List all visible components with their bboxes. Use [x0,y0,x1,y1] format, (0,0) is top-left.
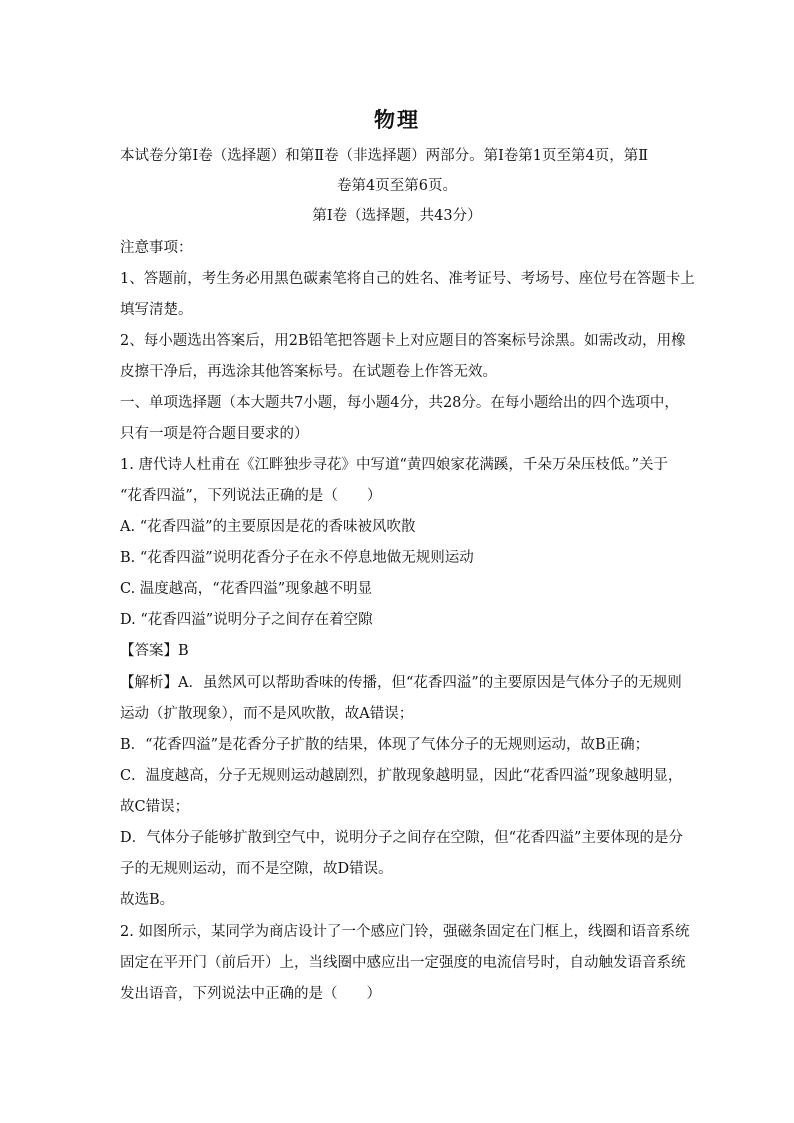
question-1-stem-line-1: 1. 唐代诗人杜甫在《江畔独步寻花》中写道“黄四娘家花满蹊，千朵万朵压枝低。”关于 [120,457,669,473]
question-1-analysis-d-line-2: 子的无规则运动，而不是空隙，故D错误。 [120,861,393,877]
section-1-heading-line-2: 只有一项是符合题目要求的） [120,426,309,442]
question-1-option-a: A. “花香四溢”的主要原因是花的香味被风吹散 [120,519,416,535]
notes-item-1-line-1: 1、答题前，考生务必用黑色碳素笔将自己的姓名、准考证号、考场号、座位号在答题卡上 [120,271,695,287]
section-1-heading-line-1: 一、单项选择题（本大题共7小题，每小题4分，共28分。在每小题给出的四个选项中， [120,395,679,411]
question-2-stem-line-3: 发出语音，下列说法中正确的是（ ） [120,986,381,1002]
question-1-option-b: B. “花香四溢”说明花香分子在永不停息地做无规则运动 [120,550,474,566]
notes-item-2-line-2: 皮擦干净后，再选涂其他答案标号。在试题卷上作答无效。 [120,364,497,380]
question-1-stem-line-2: “花香四溢”，下列说法正确的是（ ） [120,488,382,504]
question-1-analysis-c-line-1: C．温度越高，分子无规则运动越剧烈，扩散现象越明显，因此“花香四溢”现象越明显， [120,768,683,784]
question-2-stem-line-1: 2. 如图所示，某同学为商店设计了一个感应门铃，强磁条固定在门框上，线圈和语音系统 [120,924,690,940]
question-1-analysis-a-line-2: 运动（扩散现象），而不是风吹散，故A错误； [120,706,414,722]
intro-line-1: 本试卷分第Ⅰ卷（选择题）和第Ⅱ卷（非选择题）两部分。第Ⅰ卷第1页至第4页，第Ⅱ [120,148,649,164]
question-1-analysis-a-line-1: 【解析】A．虽然风可以帮助香味的传播，但“花香四溢”的主要原因是气体分子的无规则 [120,675,682,691]
question-1-analysis-c-line-2: 故C错误； [120,799,190,815]
question-2-stem-line-2: 固定在平开门（前后开）上，当线圈中感应出一定强度的电流信号时，自动触发语音系统 [120,955,686,971]
question-1-analysis-b: B．“花香四溢”是花香分子扩散的结果，体现了气体分子的无规则运动，故B正确； [120,737,650,753]
notes-item-2-line-1: 2、每小题选出答案后，用2B铅笔把答题卡上对应题目的答案标号涂黑。如需改动，用橡 [120,333,686,349]
question-1-option-c: C. 温度越高，“花香四溢”现象越不明显 [120,581,373,597]
question-1-conclusion: 故选B。 [120,892,175,908]
notes-heading: 注意事项： [120,240,193,256]
question-1-answer: 【答案】B [120,643,189,659]
notes-item-1-line-2: 填写清楚。 [120,302,193,318]
question-1-analysis-d-line-1: D．气体分子能够扩散到空气中，说明分子之间存在空隙，但“花香四溢”主要体现的是分 [120,830,683,846]
intro-line-2: 卷第4页至第6页。 [337,178,457,194]
page-title: 物理 [374,107,420,132]
question-1-option-d: D. “花香四溢”说明分子之间存在着空隙 [120,612,373,628]
part1-heading: 第Ⅰ卷（选择题，共43分） [312,208,482,224]
